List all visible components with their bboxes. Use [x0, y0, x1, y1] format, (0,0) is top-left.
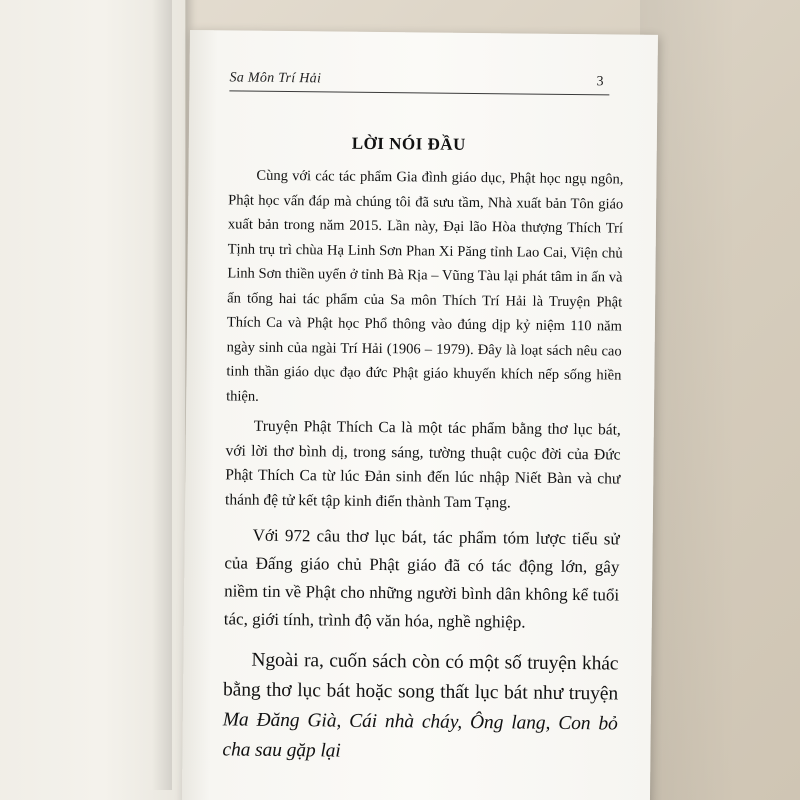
paragraph-3: Với 972 câu thơ lục bát, tác phẩm tóm lược tiểu sử của Đấng giáo chủ Phật giáo đã có tác động lớn, gây niềm tin về Phật cho những người bình dân không kể tuổi tác, giới tính, trình độ văn hóa, nghề nghiệp. [223, 525, 620, 632]
paragraph-1: Cùng với các tác phẩm Gia đình giáo dục, Phật học ngụ ngôn, Phật học vấn đáp mà chúng tôi đã sưu tầm, Nhà xuất bản Tôn giáo xuất bản trong năm 2015. Lần này, Đại lão Hòa thượng Thích Trí Tịnh trụ trì chùa Hạ Linh Sơn Phan Xi Păng tỉnh Lao Cai, Viện chủ Linh Sơn thiền uyển ở tỉnh Bà Rịa – Vũng Tàu lại phát tâm in ấn và ấn tống hai tác phẩm của Sa môn Thích Trí Hải là Truyện Phật Thích Ca và Phật học Phổ thông vào đúng dịp kỷ niệm 110 năm ngày sinh của ngài Trí Hải (1906 – 1979). Đây là loạt sách nêu cao tinh thần giáo dục đạo đức Phật giáo khuyến khích nếp sống hiền thiện. [226, 167, 624, 405]
book-title: Sa Môn Trí Hải [229, 70, 322, 87]
paragraph-2: Truyện Phật Thích Ca là một tác phẩm bằng thơ lục bát, với lời thơ bình dị, trong sáng, tường thuật cuộc đời của Đức Phật Thích Ca từ lúc Đản sinh đến lúc nhập Niết Bàn và chư thánh đệ tử kết tập kinh điển thành Tam Tạng. [224, 417, 621, 511]
paragraph-4-italic-titles: Ma Đăng Già, Cái nhà cháy, Ông lang, Con bỏ cha sau gặp lại [222, 709, 618, 762]
running-header [229, 68, 609, 95]
page-number: 3 [596, 74, 604, 90]
table-surface [640, 0, 800, 800]
paragraph-4-text: Ngoài ra, cuốn sách còn có một số truyện khác bằng thơ lục bát hoặc song thất lục bát như truyện [222, 649, 619, 705]
chapter-title: LỜI NÓI ĐẦU [351, 133, 466, 154]
page-fold-shadow [152, 0, 172, 790]
paragraph-4 [222, 645, 618, 769]
book-page [182, 30, 658, 800]
page-body [222, 163, 623, 769]
previous-page [0, 0, 186, 800]
